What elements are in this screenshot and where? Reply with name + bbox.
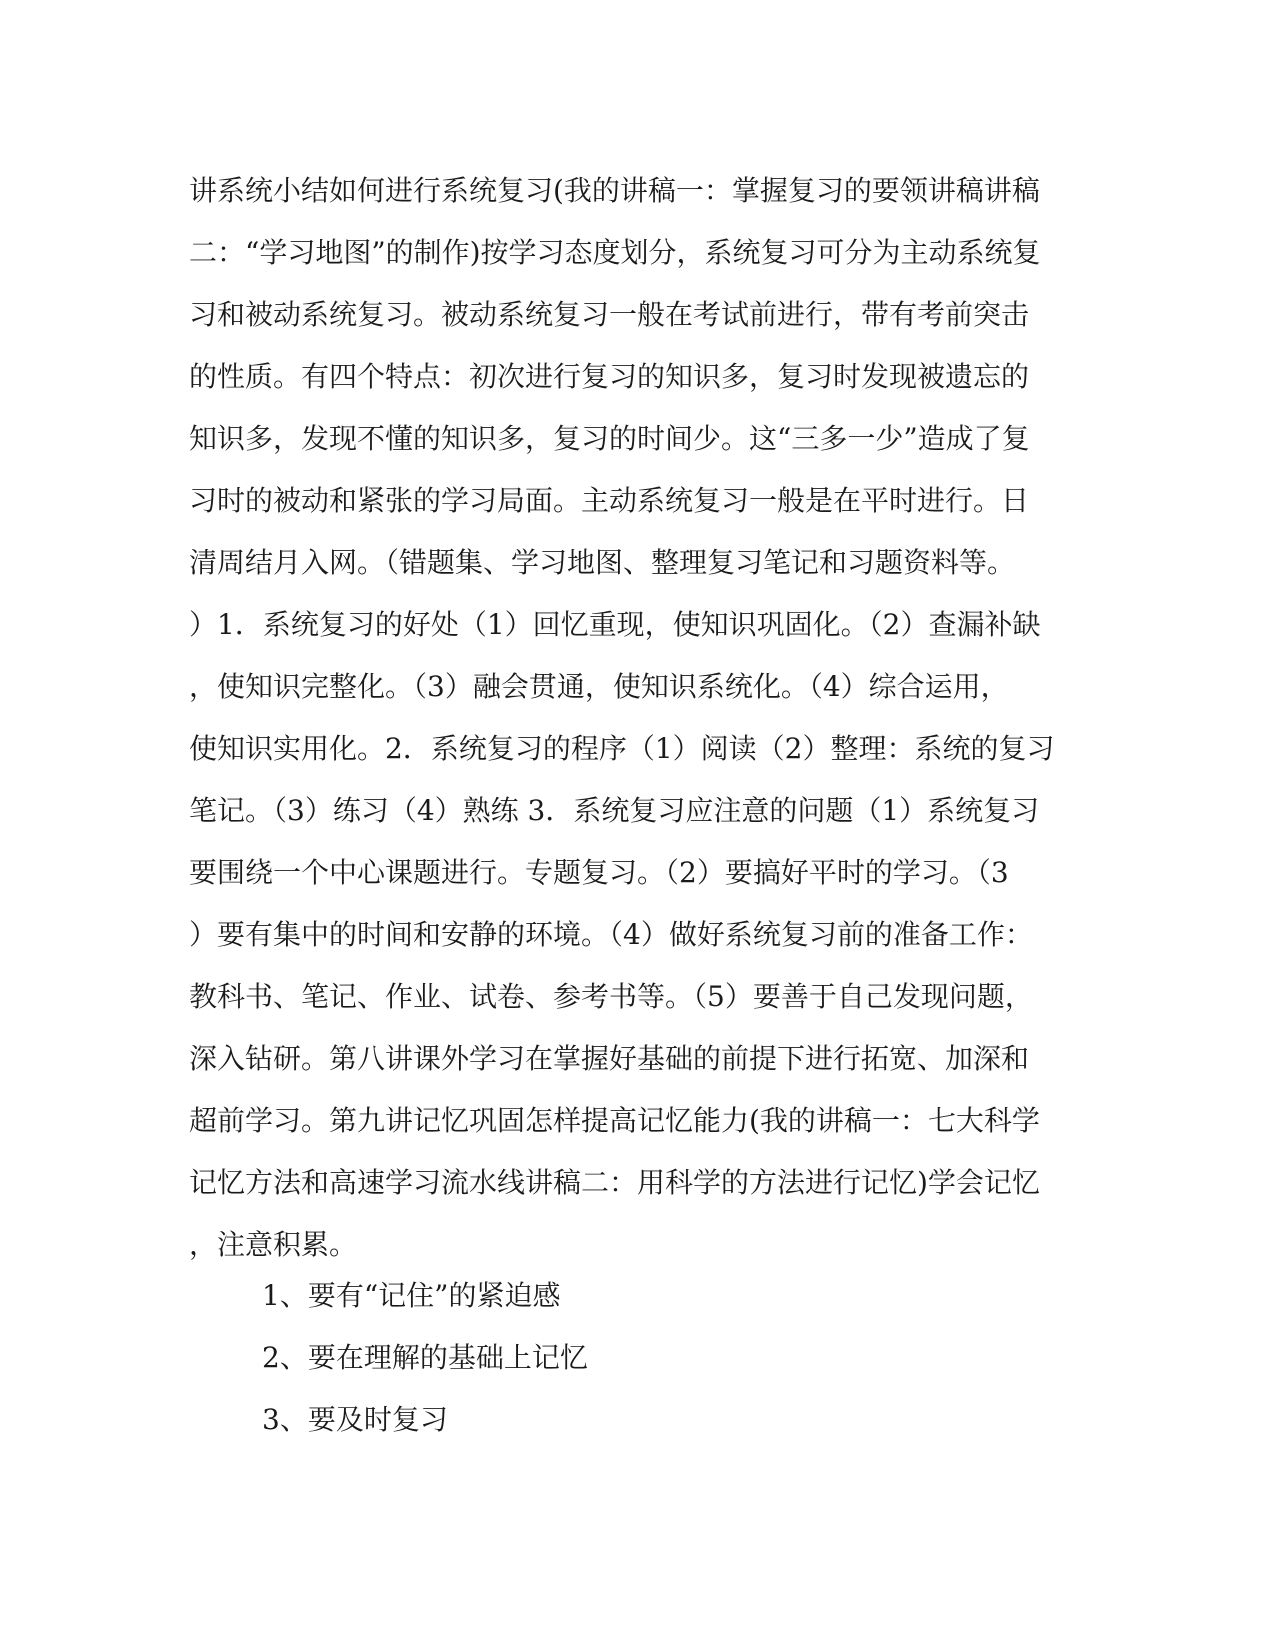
text-line: 讲系统小结如何进行系统复习(我的讲稿一：掌握复习的要领讲稿讲稿 (189, 174, 1040, 207)
text-line: 知识多，发现不懂的知识多，复习的时间少。这“三多一少”造成了复 (189, 422, 1030, 455)
text-line: 要围绕一个中心课题进行。专题复习。（2）要搞好平时的学习。（3 (189, 856, 1009, 889)
list-item: 1、要有“记住”的紧迫感 (262, 1279, 561, 1312)
text-line: 深入钻研。第八讲课外学习在掌握好基础的前提下进行拓宽、加深和 (189, 1042, 1030, 1075)
text-line: 笔记。（3）练习（4）熟练 3．系统复习应注意的问题（1）系统复习 (189, 794, 1040, 827)
text-line: 习和被动系统复习。被动系统复习一般在考试前进行，带有考前突击 (189, 298, 1030, 331)
text-line: 习时的被动和紧张的学习局面。主动系统复习一般是在平时进行。日 (189, 484, 1030, 517)
text-line: ）要有集中的时间和安静的环境。（4）做好系统复习前的准备工作： (189, 918, 1033, 951)
list-item: 2、要在理解的基础上记忆 (262, 1341, 588, 1374)
text-line: 二：“学习地图”的制作)按学习态度划分，系统复习可分为主动系统复 (189, 236, 1041, 269)
text-line: 记忆方法和高速学习流水线讲稿二：用科学的方法进行记忆)学会记忆 (189, 1166, 1040, 1199)
text-line: 教科书、笔记、作业、试卷、参考书等。（5）要善于自己发现问题， (189, 980, 1033, 1013)
text-line: ，注意积累。 (189, 1228, 358, 1261)
text-line: 使知识实用化。2．系统复习的程序（1）阅读（2）整理：系统的复习 (189, 732, 1055, 765)
text-line: ，使知识完整化。（3）融会贯通，使知识系统化。（4）综合运用， (189, 670, 1009, 703)
body-paragraph (189, 160, 1089, 1276)
text-line: 超前学习。第九讲记忆巩固怎样提高记忆能力(我的讲稿一：七大科学 (189, 1104, 1040, 1137)
text-line: 的性质。有四个特点：初次进行复习的知识多，复习时发现被遗忘的 (189, 360, 1030, 393)
numbered-list (262, 1265, 962, 1451)
text-line: 清周结月入网。（错题集、学习地图、整理复习笔记和习题资料等。 (189, 546, 1016, 579)
text-line: ）1．系统复习的好处（1）回忆重现，使知识巩固化。（2）查漏补缺 (189, 608, 1041, 641)
list-item: 3、要及时复习 (262, 1403, 448, 1436)
